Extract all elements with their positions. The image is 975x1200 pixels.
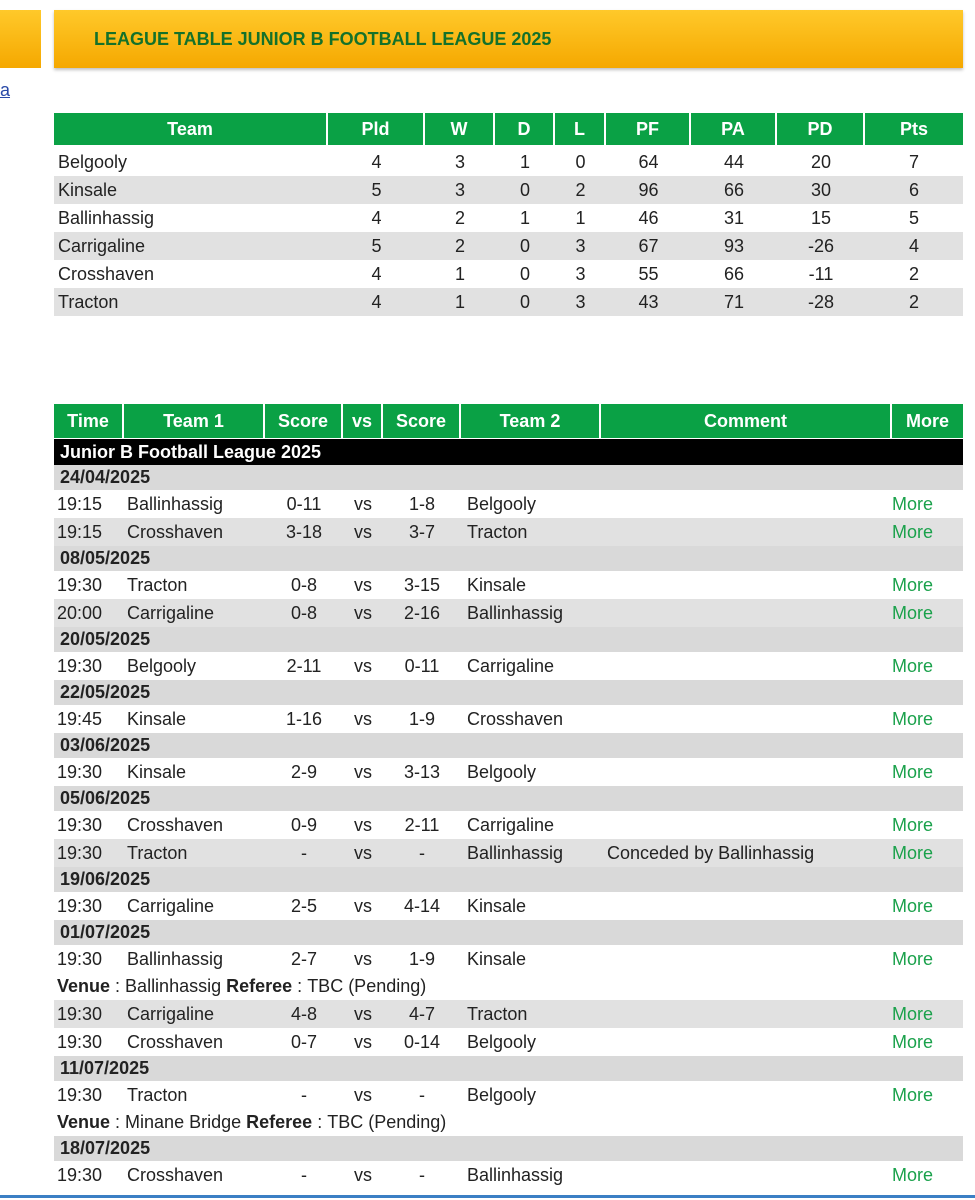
venue-label: Venue	[57, 1112, 111, 1132]
fixture-row	[54, 571, 963, 599]
league-table	[54, 113, 963, 316]
cell-team[interactable]: Kinsale	[58, 179, 118, 200]
cell-pa: 71	[723, 291, 745, 312]
cell-vs: vs	[354, 574, 372, 595]
cell-time: 19:30	[57, 895, 103, 916]
cell-pd: -28	[807, 291, 834, 312]
cell-time: 19:30	[57, 1003, 103, 1024]
fixture-row	[54, 518, 963, 546]
cell-team1: Crosshaven	[127, 814, 224, 835]
cell-team1: Ballinhassig	[127, 948, 224, 969]
cell-score1: 4-8	[290, 1003, 317, 1024]
cell-score2: 3-7	[408, 521, 435, 542]
fixture-row	[54, 490, 963, 518]
date-row: 08/05/2025	[54, 546, 963, 571]
date-row: 19/06/2025	[54, 867, 963, 892]
date-row: 01/07/2025	[54, 920, 963, 945]
cell-pd: 20	[810, 151, 832, 172]
cell-score1: 2-7	[290, 948, 317, 969]
cell-team1: Tracton	[127, 574, 188, 595]
fixture-row	[54, 1000, 963, 1028]
col-header-pld[interactable]: Pld	[328, 113, 425, 145]
cell-team2: Kinsale	[467, 895, 527, 916]
cell-vs: vs	[354, 895, 372, 916]
cell-team1: Carrigaline	[127, 895, 215, 916]
table-row	[54, 288, 963, 316]
cell-comment: Conceded by Ballinhassig	[607, 842, 815, 863]
competition-section-bar: Junior B Football League 2025	[54, 439, 963, 465]
cell-vs: vs	[354, 761, 372, 782]
cell-pts: 6	[908, 179, 919, 200]
cell-pts: 4	[908, 235, 919, 256]
cell-score1: 3-18	[285, 521, 323, 542]
fixture-row	[54, 599, 963, 627]
league-banner	[54, 10, 963, 68]
col-header-pts[interactable]: Pts	[865, 113, 963, 145]
cell-score1: 0-8	[290, 602, 317, 623]
cell-team2: Ballinhassig	[467, 842, 564, 863]
cell-score2: 1-9	[408, 708, 435, 729]
cell-pa: 31	[723, 207, 745, 228]
cell-w: 1	[454, 263, 465, 284]
cell-team2: Belgooly	[467, 1031, 537, 1052]
cell-w: 2	[454, 235, 465, 256]
fixtures-body	[54, 465, 963, 1189]
fixture-row	[54, 945, 963, 973]
cell-time: 19:30	[57, 814, 103, 835]
cell-d: 0	[519, 235, 530, 256]
col-header-w[interactable]: W	[425, 113, 495, 145]
more-link[interactable]: More	[892, 814, 934, 835]
cell-time: 19:15	[57, 521, 103, 542]
cell-team1: Crosshaven	[127, 521, 224, 542]
fixture-row	[54, 705, 963, 733]
cell-vs: vs	[354, 655, 372, 676]
fixtures-header	[54, 404, 963, 438]
col-header-comment: Comment	[601, 404, 892, 438]
cell-d: 1	[519, 151, 530, 172]
more-link[interactable]: More	[892, 521, 934, 542]
cell-score2: -	[419, 1164, 425, 1185]
cell-vs: vs	[354, 948, 372, 969]
cell-pf: 46	[638, 207, 659, 228]
cell-d: 0	[519, 179, 530, 200]
cell-score2: 1-9	[408, 948, 435, 969]
cell-team2: Carrigaline	[467, 655, 555, 676]
fixture-row	[54, 811, 963, 839]
cell-vs: vs	[354, 1003, 372, 1024]
cell-l: 2	[575, 179, 586, 200]
col-header-score1: Score	[265, 404, 343, 438]
referee-label: Referee	[246, 1112, 313, 1132]
cell-time: 19:30	[57, 655, 103, 676]
fixture-row	[54, 839, 963, 867]
more-link[interactable]: More	[892, 655, 934, 676]
cell-pd: 15	[810, 207, 832, 228]
cell-team2: Kinsale	[467, 948, 527, 969]
referee-label: Referee	[226, 976, 293, 996]
fixture-row	[54, 1081, 963, 1109]
cell-team2: Tracton	[467, 1003, 528, 1024]
bottom-divider	[0, 1195, 975, 1198]
cell-team1: Crosshaven	[127, 1031, 224, 1052]
date-row: 24/04/2025	[54, 465, 963, 490]
cell-score1: 0-8	[290, 574, 317, 595]
more-link[interactable]: More	[892, 602, 934, 623]
cell-score2: -	[419, 1084, 425, 1105]
cell-team2: Crosshaven	[467, 708, 564, 729]
col-header-pd[interactable]: PD	[777, 113, 865, 145]
date-row: 11/07/2025	[54, 1056, 963, 1081]
cell-score2: 3-15	[403, 574, 441, 595]
fixtures-table	[54, 404, 963, 1189]
col-header-d[interactable]: D	[495, 113, 555, 145]
cell-score2: 2-11	[404, 814, 440, 835]
league-table-body	[54, 148, 963, 316]
cell-score1: -	[301, 1084, 307, 1105]
cell-score2: -	[419, 842, 425, 863]
cell-team[interactable]: Crosshaven	[58, 263, 155, 284]
cell-time: 19:30	[57, 574, 103, 595]
venue-value: Minane Bridge	[125, 1112, 242, 1132]
venue-value: Ballinhassig	[125, 976, 222, 996]
cell-team2: Kinsale	[467, 574, 527, 595]
cell-time: 19:15	[57, 493, 103, 514]
col-header-team2: Team 2	[461, 404, 601, 438]
page-title: LEAGUE TABLE JUNIOR B FOOTBALL LEAGUE 2025	[94, 29, 552, 49]
more-link[interactable]: More	[892, 1164, 934, 1185]
cell-w: 3	[454, 179, 465, 200]
more-link[interactable]: More	[892, 1084, 934, 1105]
cell-pld: 4	[371, 263, 382, 284]
venue-row: Venue : Minane Bridge Referee : TBC (Pending)	[57, 1112, 447, 1132]
cell-time: 20:00	[57, 602, 103, 623]
cell-pld: 4	[371, 207, 382, 228]
cell-score2: 2-16	[403, 602, 441, 623]
cell-vs: vs	[354, 493, 372, 514]
cell-score2: 4-14	[403, 895, 441, 916]
cell-vs: vs	[354, 1164, 372, 1185]
cell-pf: 96	[638, 179, 659, 200]
col-header-pf[interactable]: PF	[606, 113, 691, 145]
more-link[interactable]: More	[892, 761, 934, 782]
cell-l: 3	[575, 235, 586, 256]
more-link[interactable]: More	[892, 708, 934, 729]
cell-pa: 66	[723, 179, 745, 200]
more-link[interactable]: More	[892, 842, 934, 863]
cell-pf: 64	[638, 151, 659, 172]
cell-pa: 93	[723, 235, 745, 256]
cell-team[interactable]: Belgooly	[58, 151, 128, 172]
cell-time: 19:45	[57, 708, 103, 729]
date-row: 05/06/2025	[54, 786, 963, 811]
cell-team2: Belgooly	[467, 493, 537, 514]
cell-team2: Ballinhassig	[467, 1164, 564, 1185]
cell-pld: 4	[371, 291, 382, 312]
cell-pa: 66	[723, 263, 745, 284]
cell-pf: 55	[638, 263, 659, 284]
referee-value: TBC (Pending)	[307, 976, 427, 996]
col-header-team[interactable]: Team	[54, 113, 328, 145]
table-row	[54, 176, 963, 204]
cell-team1: Kinsale	[127, 708, 187, 729]
date-row: 18/07/2025	[54, 1136, 963, 1161]
table-row	[54, 232, 963, 260]
cell-pts: 7	[908, 151, 919, 172]
more-link[interactable]: More	[892, 948, 934, 969]
cell-team1: Tracton	[127, 1084, 188, 1105]
fixture-row	[54, 1161, 963, 1189]
cell-score1: 0-7	[290, 1031, 317, 1052]
cell-team2: Carrigaline	[467, 814, 555, 835]
cell-team2: Belgooly	[467, 1084, 537, 1105]
table-row	[54, 204, 963, 232]
cell-time: 19:30	[57, 1164, 103, 1185]
col-header-time: Time	[54, 404, 124, 438]
cell-team1: Crosshaven	[127, 1164, 224, 1185]
cell-d: 0	[519, 291, 530, 312]
cell-team2: Tracton	[467, 521, 528, 542]
cell-team[interactable]: Carrigaline	[58, 235, 146, 256]
cell-team1: Carrigaline	[127, 602, 215, 623]
cell-score2: 4-7	[408, 1003, 435, 1024]
cell-score1: 1-16	[285, 708, 323, 729]
cell-score1: 0-11	[286, 493, 322, 514]
fixture-row	[54, 1028, 963, 1056]
more-link[interactable]: More	[892, 493, 934, 514]
cell-pd: -11	[808, 263, 834, 284]
cell-l: 3	[575, 263, 586, 284]
cell-vs: vs	[354, 521, 372, 542]
cell-l: 1	[575, 207, 586, 228]
col-header-team1: Team 1	[124, 404, 265, 438]
table-row	[54, 260, 963, 288]
col-header-more: More	[892, 404, 963, 438]
cell-time: 19:30	[57, 1031, 103, 1052]
cell-vs: vs	[354, 708, 372, 729]
cell-pld: 4	[371, 151, 382, 172]
fixture-row	[54, 892, 963, 920]
cell-time: 19:30	[57, 761, 103, 782]
cell-score1: 2-11	[286, 655, 322, 676]
cell-l: 3	[575, 291, 586, 312]
cell-pts: 5	[908, 207, 919, 228]
cell-vs: vs	[354, 602, 372, 623]
more-link[interactable]: More	[892, 1031, 934, 1052]
cell-pa: 44	[723, 151, 745, 172]
cell-team1: Tracton	[127, 842, 188, 863]
cell-w: 2	[454, 207, 465, 228]
cell-team1: Belgooly	[127, 655, 197, 676]
table-row	[54, 148, 963, 176]
cell-team2: Ballinhassig	[467, 602, 564, 623]
cell-w: 1	[454, 291, 465, 312]
more-link[interactable]: More	[892, 1003, 934, 1024]
cell-l: 0	[575, 151, 586, 172]
cell-score1: -	[301, 842, 307, 863]
cell-vs: vs	[354, 1084, 372, 1105]
venue-label: Venue	[57, 976, 111, 996]
cell-pts: 2	[908, 263, 919, 284]
cell-time: 19:30	[57, 842, 103, 863]
cell-score2: 0-14	[403, 1031, 441, 1052]
cell-score1: -	[301, 1164, 307, 1185]
cell-d: 0	[519, 263, 530, 284]
fixture-row	[54, 652, 963, 680]
cell-vs: vs	[354, 814, 372, 835]
col-header-pa[interactable]: PA	[691, 113, 777, 145]
cell-score1: 2-9	[290, 761, 317, 782]
more-link[interactable]: More	[892, 895, 934, 916]
date-row: 20/05/2025	[54, 627, 963, 652]
date-row: 03/06/2025	[54, 733, 963, 758]
cell-team2: Belgooly	[467, 761, 537, 782]
cell-d: 1	[519, 207, 530, 228]
col-header-score2: Score	[383, 404, 461, 438]
cell-score1: 2-5	[290, 895, 317, 916]
cell-pf: 43	[638, 291, 659, 312]
col-header-vs: vs	[343, 404, 383, 438]
cell-vs: vs	[354, 1031, 372, 1052]
cell-w: 3	[454, 151, 465, 172]
cell-time: 19:30	[57, 948, 103, 969]
cell-team[interactable]: Ballinhassig	[58, 207, 155, 228]
fixture-row	[54, 758, 963, 786]
venue-row: Venue : Ballinhassig Referee : TBC (Pending)	[57, 976, 427, 996]
stray-link[interactable]: a	[0, 80, 11, 100]
cell-team1: Ballinhassig	[127, 493, 224, 514]
col-header-l[interactable]: L	[555, 113, 606, 145]
cell-pts: 2	[908, 291, 919, 312]
cell-team[interactable]: Tracton	[58, 291, 119, 312]
date-row: 22/05/2025	[54, 680, 963, 705]
cell-pf: 67	[638, 235, 659, 256]
cell-pd: 30	[810, 179, 832, 200]
cell-score2: 1-8	[408, 493, 435, 514]
cell-pld: 5	[371, 235, 382, 256]
cell-score1: 0-9	[290, 814, 317, 835]
cell-team1: Kinsale	[127, 761, 187, 782]
cell-score2: 3-13	[403, 761, 441, 782]
league-table-header	[54, 113, 963, 145]
cell-team1: Carrigaline	[127, 1003, 215, 1024]
left-tab-decoration	[0, 10, 41, 68]
cell-vs: vs	[354, 842, 372, 863]
more-link[interactable]: More	[892, 574, 934, 595]
cell-pld: 5	[371, 179, 382, 200]
cell-pd: -26	[807, 235, 834, 256]
referee-value: TBC (Pending)	[327, 1112, 447, 1132]
cell-score2: 0-11	[404, 655, 440, 676]
cell-time: 19:30	[57, 1084, 103, 1105]
